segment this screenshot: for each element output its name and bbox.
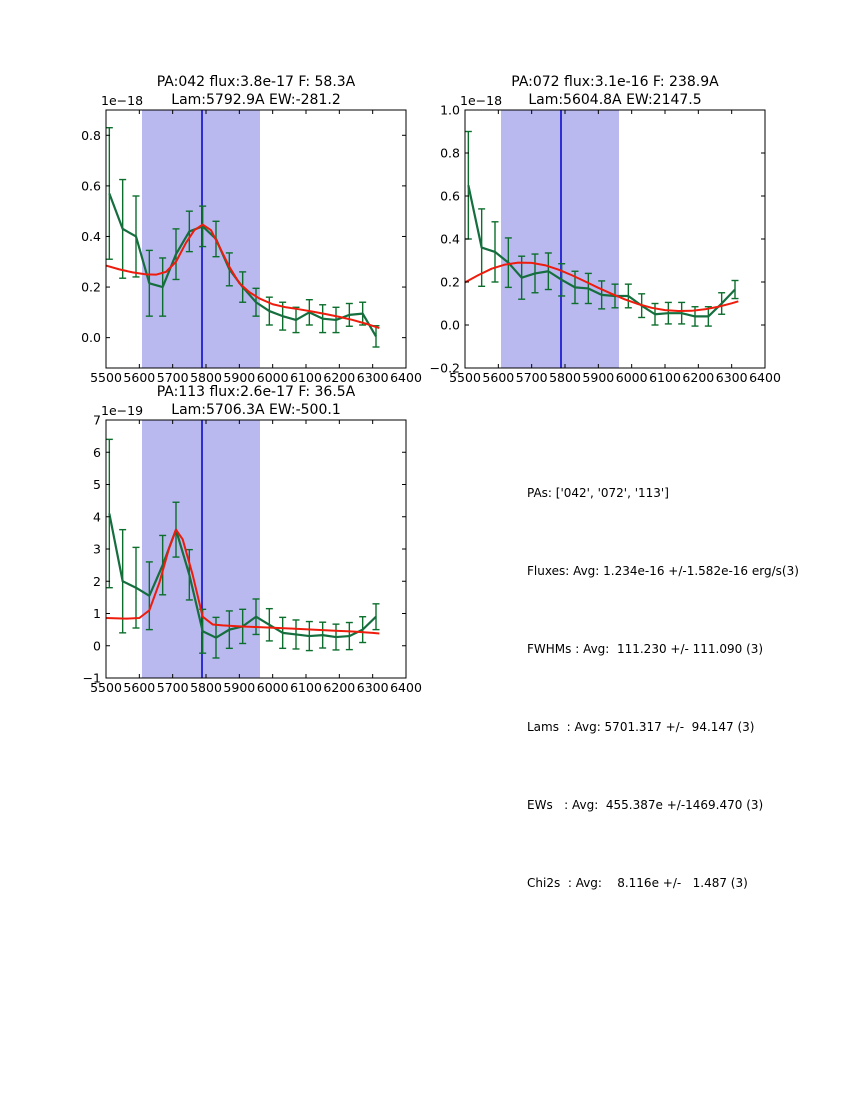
y-tick-label: 4 xyxy=(93,509,101,525)
y-tick-label: 7 xyxy=(93,412,101,428)
y-tick-label: 0.4 xyxy=(81,228,101,244)
x-tick-label: 6000 xyxy=(615,370,648,385)
x-tick-label: 6300 xyxy=(715,370,748,385)
x-tick-label: 6100 xyxy=(290,680,322,695)
y-tick-label: 0.0 xyxy=(81,330,101,346)
summary-line-fwhms: FWHMs : Avg: 111.230 +/- 111.090 (3) xyxy=(527,642,764,656)
y-tick-label: 1 xyxy=(93,606,101,621)
y-axis-offset-label: 1e−18 xyxy=(460,93,503,108)
x-tick-label: 5900 xyxy=(223,370,256,385)
y-tick-label: 2 xyxy=(93,573,101,589)
y-axis-offset-label: 1e−19 xyxy=(101,403,144,418)
plot-subtitle: Lam:5706.3A EW:-500.1 xyxy=(171,402,341,418)
x-tick-label: 6200 xyxy=(323,680,356,695)
x-tick-label: 5800 xyxy=(190,680,222,695)
x-tick-label: 5600 xyxy=(123,370,156,385)
y-tick-label: 0.6 xyxy=(81,178,101,194)
y-tick-label: 0 xyxy=(93,638,101,654)
y-tick-label: 0.4 xyxy=(440,231,460,247)
x-tick-label: 5700 xyxy=(156,370,189,385)
y-tick-label: 3 xyxy=(93,541,101,557)
y-tick-label: −1 xyxy=(82,670,101,686)
y-tick-label: 0.2 xyxy=(81,279,101,295)
summary-line-lams: Lams : Avg: 5701.317 +/- 94.147 (3) xyxy=(527,720,755,734)
fit-summary-panel xyxy=(527,428,799,948)
x-tick-label: 6400 xyxy=(390,370,422,385)
y-tick-label: 0.8 xyxy=(81,127,101,143)
y-tick-label: 0.8 xyxy=(440,145,460,161)
x-tick-label: 6300 xyxy=(356,370,389,385)
x-tick-label: 5500 xyxy=(90,370,122,385)
summary-line-pas: PAs: ['042', '072', '113'] xyxy=(527,486,669,500)
x-tick-label: 6400 xyxy=(749,370,781,385)
x-tick-label: 5500 xyxy=(90,680,122,695)
x-tick-label: 6200 xyxy=(682,370,715,385)
x-tick-label: 5800 xyxy=(190,370,222,385)
plot-area xyxy=(83,413,422,696)
plot-area xyxy=(430,103,781,386)
x-tick-label: 5800 xyxy=(549,370,581,385)
summary-line-chi2s: Chi2s : Avg: 8.116e +/- 1.487 (3) xyxy=(527,876,748,890)
y-tick-label: 0.6 xyxy=(440,188,460,204)
fit-window-band xyxy=(142,110,260,368)
plot-title: PA:113 flux:2.6e-17 F: 36.5A xyxy=(156,384,356,400)
plot-area xyxy=(81,110,422,385)
y-tick-label: 0.0 xyxy=(440,317,460,333)
y-tick-label: 6 xyxy=(93,444,101,460)
x-tick-label: 6100 xyxy=(290,370,322,385)
x-tick-label: 6300 xyxy=(356,680,389,695)
plot-title: PA:042 flux:3.8e-17 F: 58.3A xyxy=(156,74,356,90)
y-tick-label: 5 xyxy=(93,477,101,492)
y-tick-label: 1.0 xyxy=(440,102,460,118)
x-tick-label: 5700 xyxy=(156,680,189,695)
y-tick-label: 0.2 xyxy=(440,274,460,290)
spectrum-panel-pa113 xyxy=(83,384,422,695)
x-tick-label: 5900 xyxy=(223,680,256,695)
x-tick-label: 5500 xyxy=(449,370,481,385)
spectrum-panel-pa042 xyxy=(81,74,422,385)
x-tick-label: 6200 xyxy=(323,370,356,385)
x-tick-label: 5900 xyxy=(582,370,615,385)
plot-subtitle: Lam:5604.8A EW:2147.5 xyxy=(528,92,702,108)
summary-line-ews: EWs : Avg: 455.387e +/-1469.470 (3) xyxy=(527,798,764,812)
x-tick-label: 5600 xyxy=(123,680,156,695)
y-axis-offset-label: 1e−18 xyxy=(101,93,144,108)
summary-line-fluxes: Fluxes: Avg: 1.234e-16 +/-1.582e-16 erg/s(3) xyxy=(527,564,799,578)
x-tick-label: 6000 xyxy=(256,370,289,385)
spectrum-panel-pa072 xyxy=(430,74,781,385)
x-tick-label: 5600 xyxy=(482,370,515,385)
fit-window-band xyxy=(501,110,619,368)
x-tick-label: 5700 xyxy=(515,370,548,385)
plot-subtitle: Lam:5792.9A EW:-281.2 xyxy=(171,92,341,108)
y-tick-label: −0.2 xyxy=(429,360,460,376)
x-tick-label: 6400 xyxy=(390,680,422,695)
x-tick-label: 6100 xyxy=(649,370,681,385)
plot-title: PA:072 flux:3.1e-16 F: 238.9A xyxy=(511,74,719,90)
x-tick-label: 6000 xyxy=(256,680,289,695)
